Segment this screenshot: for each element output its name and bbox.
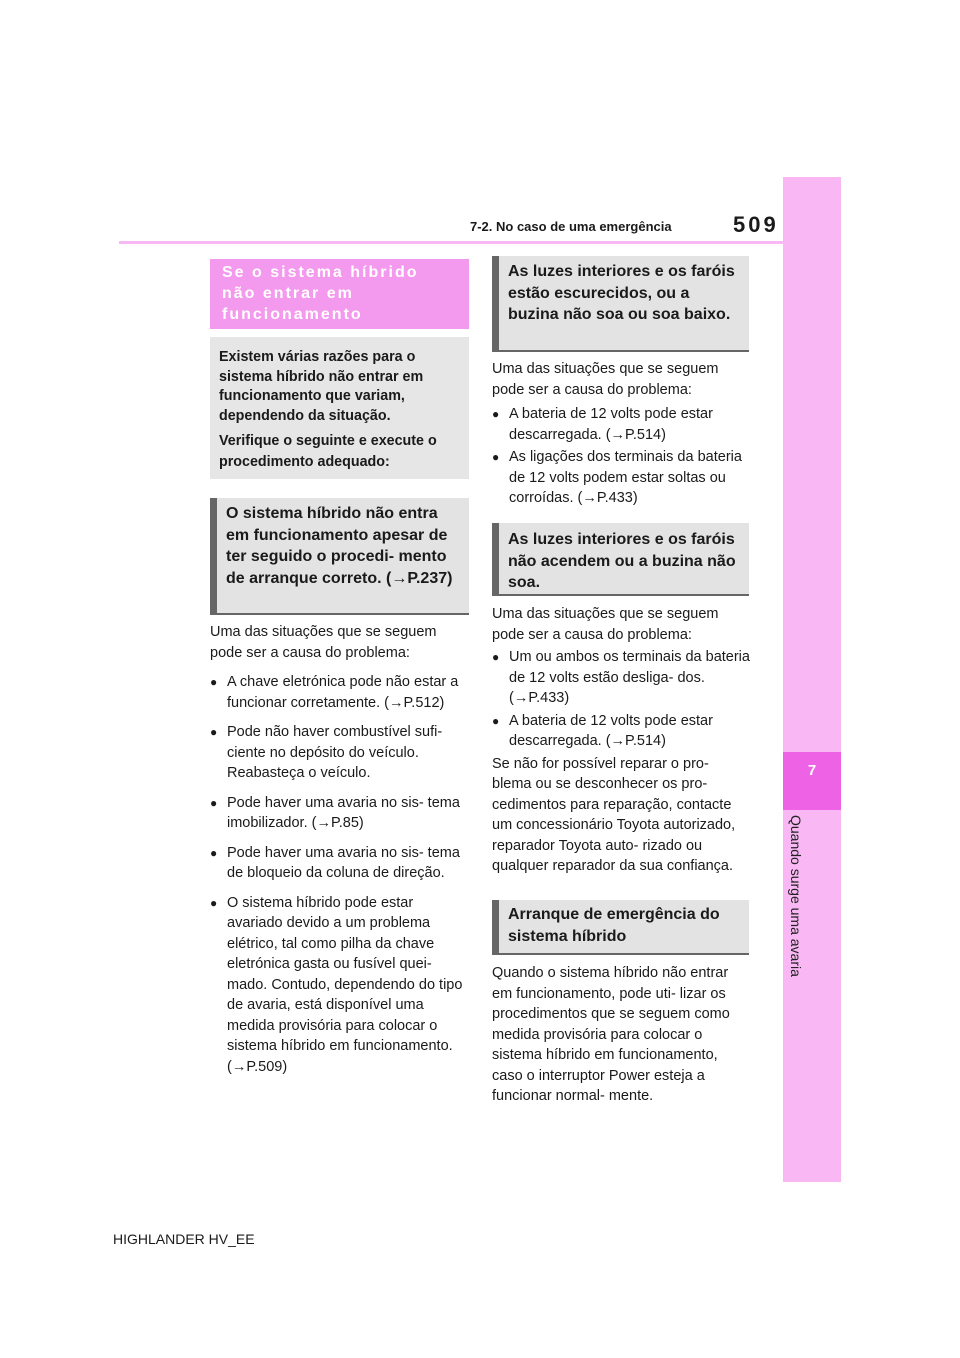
list-item: ● Pode haver uma avaria no sis- tema de bloqueio da coluna de direção. [210,843,468,884]
list-item: ● Pode não haver combustível sufi- ciente no depósito do veículo. Reabasteça o veículo. [210,722,468,784]
right-bullet-list-2 [492,647,750,752]
page-number: 509 [733,212,779,237]
right-lead-1: Uma das situações que se seguem pode ser a causa do problema: [492,361,719,398]
subheading-emergency-start: Arranque de emergência do sistema híbrido [492,900,749,955]
list-item: ● As ligações dos terminais da bateria de 12 volts podem estar soltas ou corroídas. (→P.433) [492,447,750,509]
list-item: ● Um ou ambos os terminais da bateria de 12 volts estão desliga- dos. (→P.433) [492,647,750,709]
chapter-number: 7 [807,762,817,779]
left-bullet-list [210,672,468,1077]
right-lead-2: Uma das situações que se seguem pode ser a causa do problema: [492,606,719,643]
footer-model: HIGHLANDER HV_EE [113,1231,255,1247]
left-body [210,622,468,1077]
list-item: ● A bateria de 12 volts pode estar descarregada. (→P.514) [492,711,750,752]
list-item: ● A bateria de 12 volts pode estar descarregada. (→P.514) [492,404,750,445]
chapter-label: Quando surge uma avaria [788,815,804,977]
intro-text-2: Verifique o seguinte e execute o procedimento adequado: [219,433,437,470]
emergency-start-text: Quando o sistema híbrido não entrar em funcionamento, pode uti- lizar os procedimentos que se seguem como medida provisória para colocar o sistema híbrido em funcionamento, caso o interruptor Power esteja a funcionar normal- mente. [492,965,730,1104]
right-bullet-list-1 [492,404,750,509]
intro-box [210,337,469,479]
intro-text-1: Existem várias razões para o sistema híbrido não entrar em funcionamento que variam, dependendo da situação. [219,349,424,424]
right-after-text: Se não for possível reparar o pro- blema ou se desconhecer os pro- cedimentos para reparação, contacte um concessionário Toyota autorizado, reparador Toyota auto- rizado ou qualquer reparador da sua confiança. [492,755,736,874]
right-block2-body [492,604,750,877]
list-item: ● O sistema híbrido pode estar avariado devido a um problema elétrico, tal como pilha da chave eletrónica gasta ou fusível quei- mado. Contudo, dependendo do tipo de avaria, está disponível uma medida provisória para colocar o sistema híbrido em funcionamento. (→P.509) [210,893,468,1078]
subheading-no-lights: As luzes interiores e os faróis não acendem ou a buzina não soa. [492,523,749,596]
chapter-number-box [783,752,841,810]
subheading-no-start: O sistema híbrido não entra em funcionamento apesar de ter seguido o procedi- mento de arranque correto. (→P.237) [210,498,469,615]
chapter-side-tab [783,177,841,1182]
left-lead: Uma das situações que se seguem pode ser a causa do problema: [210,624,437,661]
list-item: ● A chave eletrónica pode não estar a funcionar corretamente. (→P.512) [210,672,468,713]
subheading-dim-lights: As luzes interiores e os faróis estão escurecidos, ou a buzina não soa ou soa baixo. [492,256,749,352]
header-rule [119,241,783,244]
list-item: ● Pode haver uma avaria no sis- tema imobilizador. (→P.85) [210,793,468,834]
section-title: 7-2. No caso de uma emergência [470,219,672,234]
section-heading: Se o sistema híbrido não entrar em funcionamento [222,264,419,323]
right-block1-body [492,359,750,509]
section-title-box [210,259,469,329]
